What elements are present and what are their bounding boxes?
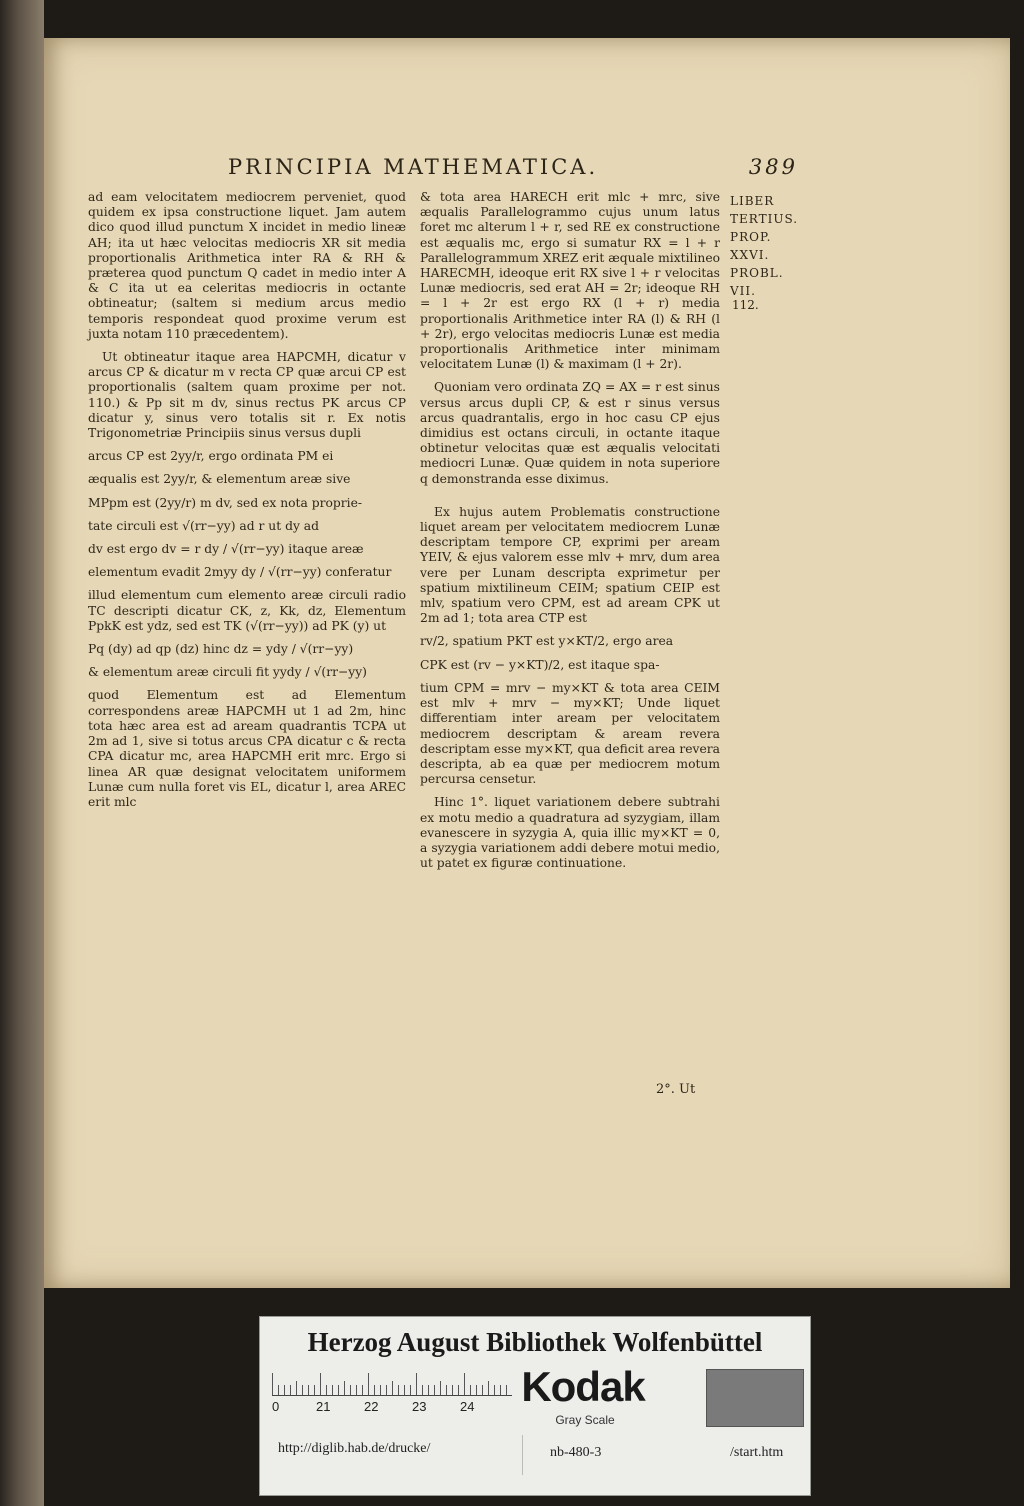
- page-title: PRINCIPIA MATHEMATICA.: [228, 155, 599, 179]
- gray-scale-label: Gray Scale: [555, 1413, 615, 1427]
- left-column: [88, 190, 406, 818]
- right-paragraph: Ex hujus autem Problematis constructione liquet aream per velocitatem mediocrem Lunæ descriptam tempore CP, exprimi per aream YEIV, & ejus valorem esse mlv + mrv, dum area vere per Lunam descripta exprimetur per spatium mixtilineum CEIM; spatium CEIP est mlv, spatium vero CPM, est ad aream CPK ut 2m ad 1; tota area CTP est: [420, 504, 720, 626]
- right-column: [420, 190, 720, 879]
- book-gutter: [0, 0, 44, 1506]
- scale-ruler: [272, 1369, 512, 1396]
- margin-book2: TERTIUS.: [730, 212, 799, 226]
- margin-book: LIBER: [730, 194, 775, 208]
- margin-note-number: 112.: [732, 298, 759, 312]
- gray-swatch: [706, 1369, 804, 1427]
- right-paragraph: tium CPM = mrv − my×KT & tota area CEIM est mlv + mrv − my×KT; Unde liquet differentiam inter aream per velocitatem mediocrem descriptam & aream revera descriptam esse my×KT, qua deficit area revera descripta, ab ea quæ per mediocrem motum percursa censetur.: [420, 680, 720, 787]
- ruler-label: 0: [272, 1399, 280, 1414]
- left-paragraph: quod Elementum est ad Elementum correspondens areæ HAPCMH ut 1 ad 2m, hinc tota hæc area est ad aream quadrantis TCPA ut 2m ad 1, sive si totus arcus CPA dicatur c & recta CPA dicatur mc, area HAPCMH erit mrc. Ergo si linea AR quæ designat velocitatem uniformem Lunæ cum nulla foret vis EL, dicatur l, area AREC erit mlc: [88, 688, 406, 809]
- ruler-label: 21: [316, 1399, 331, 1414]
- left-paragraph: ad eam velocitatem mediocrem perveniet, quod quidem ex ipsa constructione liquet. Jam autem dico quod illud punctum X incidet in medio lineæ AH; ita ut hæc velocitas mediocris XR sit media proportionalis Arithmetica inter RA & RH & præterea quod punctum Q cadet in medio inter A & C ita ut ea celeritas mediocris in octante obtineatur; (saltem si medium arcus medio temporis respondeat quod proxime verum est juxta notam 110 præcedentem).: [88, 190, 406, 341]
- equation-line: tate circuli est √(rr−yy) ad r ut dy ad: [88, 518, 320, 533]
- margin-probl-number: VII.: [730, 284, 756, 298]
- ruler-label: 22: [364, 1399, 379, 1414]
- equation-line: MPpm est (2yy/r) m dv, sed ex nota proprie-: [88, 495, 362, 510]
- right-paragraph: & tota area HARECH erit mlc + mrc, sive æqualis Parallelogrammo cujus unum latus foret mc alterum l + r, sed RE ex constructione est æqualis mc, ergo si sumatur RX = l + r Parallelogrammum XREZ erit æquale mixtilineo HARECMH, ideoque erit RX sive l + r velocitas Lunæ mediocris, sed erat AH = 2r; ideoque RH = l + 2r est ergo RX (l + r) media proportionalis Arithmetice inter RA (l) & RH (l + 2r), ergo velocitas mediocris Lunæ est media proportionalis Arithmetice inter minimam velocitatem Lunæ (l) & maximam (l + 2r).: [420, 190, 720, 372]
- divider: [522, 1435, 523, 1475]
- equation-line: Pq (dy) ad qp (dz) hinc dz = ydy / √(rr−yy): [88, 642, 354, 657]
- equation-line: æqualis est 2yy/r, & elementum areæ sive: [88, 472, 351, 487]
- left-paragraph: illud elementum cum elemento areæ circuli radio TC descripti dicatur CK, z, Kk, dz, Elementum PpkK est ydz, sed est TK (√(rr−yy)) ad PK (y) ut: [88, 588, 406, 633]
- catchword: 2°. Ut: [656, 1082, 696, 1097]
- equation-line: elementum evadit 2myy dy / √(rr−yy) conferatur: [88, 565, 392, 580]
- library-name: Herzog August Bibliothek Wolfenbüttel: [307, 1327, 763, 1357]
- page-number: 389: [748, 155, 798, 179]
- margin-prop-number: XXVI.: [730, 248, 770, 262]
- equation-line: arcus CP est 2yy/r, ergo ordinata PM ei: [88, 449, 334, 464]
- left-paragraph: Ut obtineatur itaque area HAPCMH, dicatur v arcus CP & dicatur m v recta CP quæ arcui CP est proportionalis (saltem quam proxime per not. 110.) & Pp sit m dv, sinus rectus PK arcus CP dicatur y, sinus vero totalis sit r. Ex notis Trigonometriæ Principiis sinus versus dupli: [88, 350, 406, 441]
- running-head: [228, 155, 798, 185]
- kodak-logo: Kodak: [521, 1363, 645, 1410]
- shelf-code: nb-480-3: [550, 1445, 602, 1460]
- margin-note: [730, 192, 810, 300]
- library-target-card: [259, 1316, 811, 1496]
- margin-probl: PROBL.: [730, 266, 784, 280]
- margin-prop: PROP.: [730, 230, 772, 244]
- start-link: /start.htm: [730, 1445, 784, 1460]
- right-paragraph: Quoniam vero ordinata ZQ = AX = r est sinus versus arcus dupli CP, & est r sinus versus arcus quadrantalis, ergo in hoc casu CP ejus dimidius est octans circuli, in octante itaque obtinetur velocitas quæ est æqualis velocitati mediocri Lunæ. Quæ quidem in nota superiore q demonstranda esse diximus.: [420, 380, 720, 486]
- library-url: http://diglib.hab.de/drucke/: [278, 1441, 431, 1456]
- ruler-label: 23: [412, 1399, 427, 1414]
- equation-line: rv/2, spatium PKT est y×KT/2, ergo area: [420, 634, 674, 649]
- right-paragraph: Hinc 1°. liquet variationem debere subtrahi ex motu medio a quadratura ad syzygiam, illam evanescere in syzygia A, quia illic my×KT = 0, a syzygia variationem addi debere motui medio, ut patet ex figuræ continuatione.: [420, 795, 720, 871]
- ruler-label: 24: [460, 1399, 475, 1414]
- equation-line: dv est ergo dv = r dy / √(rr−yy) itaque areæ: [88, 542, 364, 557]
- equation-line: & elementum areæ circuli fit yydy / √(rr−yy): [88, 665, 367, 680]
- equation-line: CPK est (rv − y×KT)/2, est itaque spa-: [420, 657, 660, 672]
